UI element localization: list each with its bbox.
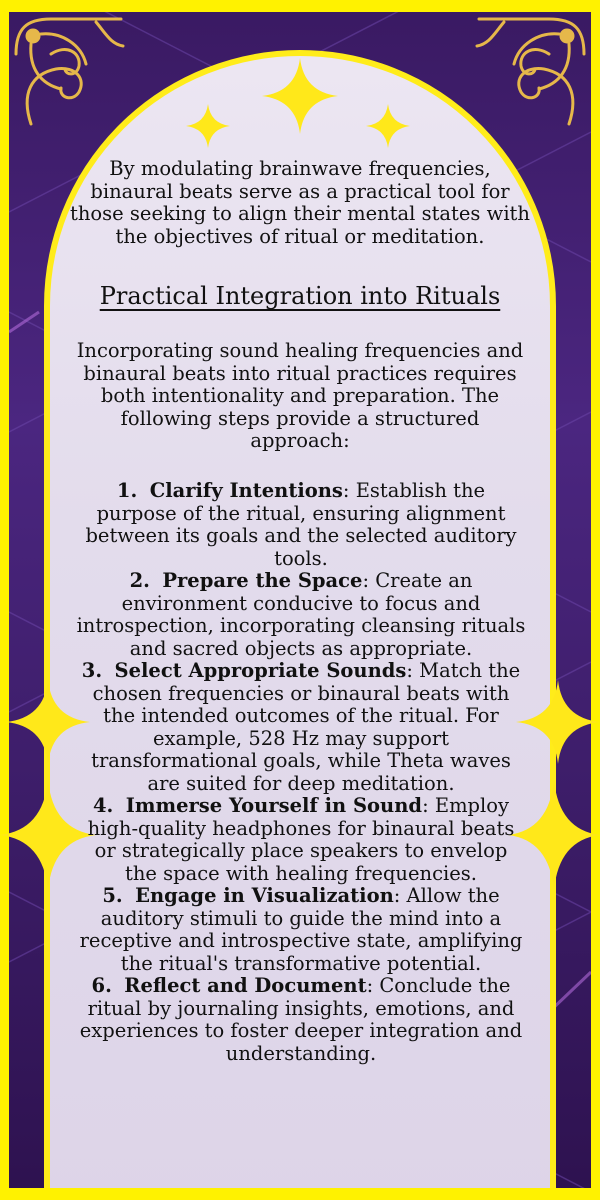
sparkle-icon [262,58,338,134]
list-item [76,660,526,795]
corner-ornament-icon [469,14,589,134]
step-number: 3. [81,659,103,682]
step-title: Immerse Yourself in Sound [125,794,423,817]
step-number: 1. [116,479,138,502]
step-number: 5. [102,884,123,907]
step-title: Reflect and Document [124,974,367,997]
step-text: : Conclude the ritual by journaling insights, emotions, and experiences to foster deeper integration and understanding. [79,974,523,1065]
list-item [76,480,526,570]
step-title: Clarify Intentions [149,479,343,502]
step-text: : Create an environment conducive to focus and introspection, incorporating cleansing rituals and sacred objects as appropriate. [76,569,526,660]
sparkle-icon [366,104,410,148]
body-paragraph: Incorporating sound healing frequencies and binaural beats into ritual practices requires both intentionality and preparation. The following steps provide a structured approach: [76,339,524,452]
step-title: Prepare the Space [162,569,363,592]
step-title: Select Appropriate Sounds [114,659,407,682]
step-text: : Establish the purpose of the ritual, ensuring alignment between its goals and the selected auditory tools. [85,479,517,570]
step-text: : Allow the auditory stimuli to guide the mind into a receptive and introspective state, amplifying the ritual's transformative potential. [79,884,523,975]
section-heading: Practical Integration into Rituals [99,282,501,310]
sparkle-icon [186,104,230,148]
list-item [76,795,526,885]
list-item [76,570,526,660]
corner-ornament-icon [11,14,131,134]
step-number: 2. [129,569,150,592]
step-number: 6. [91,974,112,997]
intro-paragraph: By modulating brainwave frequencies, binaural beats serve as a practical tool for those seeking to align their mental states with the objectives of ritual or meditation. [70,157,530,248]
list-item [76,975,526,1065]
step-text: : Match the chosen frequencies or binaural beats with the intended outcomes of the ritual. For example, 528 Hz may support transformational goals, while Theta waves are suited for deep meditation. [91,659,521,795]
list-item [76,885,526,975]
step-number: 4. [92,794,114,817]
sparkle-icon [516,680,600,764]
step-title: Engage in Visualization [135,884,394,907]
steps-list [76,480,526,1065]
step-text: : Employ high-quality headphones for binaural beats or strategically place speakers to envelop the space with healing frequencies. [87,794,515,885]
